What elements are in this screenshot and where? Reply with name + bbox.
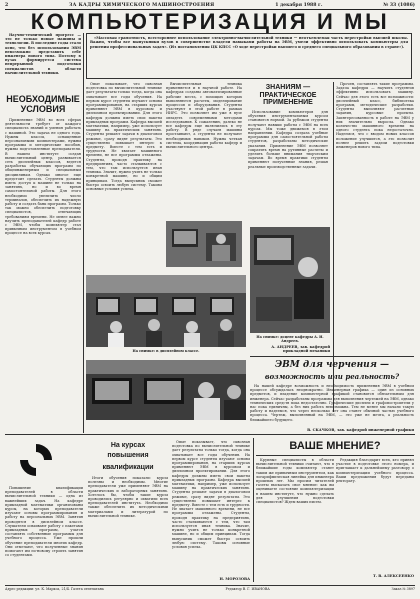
col4-body-text: Использование компьютеров для обучения инструментальным курсом становится нормой. За рубежом студенты получают навыки работы с ЭВМ на всех курсах. Мы тоже движемся в этом направлении. Кафедра создала учебные программы для самостоятельной работы студентов, разработаны методические указания. Применение ЭВМ позволяет сократить время на рутинные расчеты и уделить больше внимания творческим задачам. Во время практики студенты применяют полученные знания, решая реальные производственные задачи. [248, 110, 328, 169]
evm-headline: ЭВМ для черчения — [274, 360, 390, 370]
courses-body-right [88, 476, 168, 576]
footer-address: Адрес редакции: ул. К. Маркса, 21/4. Газета отпечатана [5, 587, 104, 591]
signature-right: А. АНДРЕЕВ, зав. кафедрой прикладной механики [271, 345, 330, 354]
col1-intro [5, 33, 81, 93]
col2-body-text: Опыт показывает, что сквозная подготовка по вычислительной технике дает результаты только тогда, когда она охватывает все годы обучения. На первом курсе студенты изучают основы программирования, на старших курсах применяют ЭВМ в курсовом и дипломном проектировании. Для этого кафедры должны иметь свои пакеты прикладных программ. Кафедра высшей математики, например, уже использует машину на практических занятиях. Студенты решают задачи в диалоговом режиме, сразу видят результаты. Это существенно повышает интерес к предмету. Вместе с тем есть и трудности. Не хватает машинного времени, не все программы отлажены. Студенты, проходя практику на предприятиях, часто сталкиваются с тем, что там используется иная техника. Значит, нужно учить не только конкретной машине, но и общим принципам. Тогда выпускник сможет быстро освоить любую систему. Таковы основные условия успеха. [86, 82, 162, 192]
courses-headline-2: повышения [107, 452, 149, 459]
computer-room-photo [86, 360, 246, 420]
col3-body-text: Вычислительная техника применяется и в научной работе. На кафедрах созданы автоматизированные рабочие места, с помощью которых выполняются расчеты, моделирование процессов и оборудования. Студенты участвуют в этой работе в рамках НИРС. Это позволяет им уже в вузе овладеть современными методами исследования. К сожалению, далеко не все кафедры еще включились в эту работу. В ряде случаев машины простаивают, а студенты не получают необходимых навыков. Нужна четкая система, координация работы кафедр и вычислительного центра. [166, 82, 242, 150]
courses-body-right-text: Итоги обучения показали: курсы полезны и необходимы. Многие преподаватели уже применяют ЭВМ на практических и лабораторных занятиях. Хотелось бы, чтобы такие курсы проводились регулярно и охватили всех преподавателей института. Необходимо также обеспечить их методическими материалами и литературой по вычислительной технике. [88, 476, 168, 518]
lead-quote-box [86, 33, 412, 79]
col1-body-text: Применение ЭВМ во всех сферах деятельности требует от каждого специалиста знаний и умения работать с машиной. Это задача не одного года. Нужны классы, оснащенные персональными компьютерами, нужны программы и методические пособия, нужны подготовленные преподаватели. В нашем институте создан вычислительный центр, развивается сеть дисплейных классов, ведется разработка обучающих программ по общеинженерным и специальным дисциплинам. Однако многое еще предстоит сделать. Студенты должны иметь доступ к машине не только на занятиях, но и во время самостоятельной работы. Для этого необходимо увеличить число терминалов, обеспечить их надежную работу и создать банк программ. Только так можно обеспечить подготовку специалистов, отвечающих требованиям времени. Не менее важно научить преподавателей кафедр работе с ЭВМ, чтобы компьютер стал привычным инструментом в учебном процессе на всех курсах. [5, 118, 81, 236]
docent-photo [250, 227, 330, 333]
col1-body [5, 118, 81, 410]
opinion-headline: ВАШЕ МНЕНИЕ? [289, 440, 381, 452]
masthead [5, 3, 415, 10]
footer-editor: Редактор В. Г. ИВАНОВА [225, 587, 270, 591]
evm-subheadline: возможность или реальность? [264, 372, 400, 381]
courses-signature: Н. МОРОЗОВА [219, 577, 250, 581]
display-class-photo [86, 275, 246, 347]
display-class-caption: На снимке: в дисплейном классе. [132, 349, 200, 353]
section-rule [5, 434, 415, 435]
col1-intro-text: Научно-технический прогресс — это не только новые машины и технологии. В последние годы стало ясно, что без использования ЭВМ невозможно представить себе инженера нового типа. Поэтому в вузах формируется система непрерывной подготовки специалистов в области вычислительной техники. [5, 33, 81, 75]
courses-headline-3: квалификации [102, 464, 154, 471]
opinion-body-right [336, 458, 414, 570]
page-title: КОМПЬЮТЕРИЗАЦИЯ И МЫ [30, 11, 390, 33]
opinion-body-right-text: Редакция благодарит всех, кто принял участие в подготовке этого номера, и приглашает к дальнейшему разговору о компьютеризации учебного процесса. Ваши предложения будут переданы ректорату. [336, 458, 414, 484]
col4-body [248, 110, 328, 222]
col4-headline: ЗНАНИЯМ — ПРАКТИЧЕСКОЕ ПРИМЕНЕНИЕ [259, 84, 317, 107]
issue-number: № 33 (1086) [383, 3, 415, 8]
courses-body-left [5, 486, 83, 582]
display-class-photo-image [86, 275, 246, 347]
opinion-body-text: Крупные специалисты в области вычислительной техники считают, что в ближайшие годы компьютер станет таким же привычным инструментом, как логарифмическая линейка для инженера прошлых лет. Мы просим читателей газеты высказать свое мнение: как вы оцениваете состояние компьютеризации в нашем институте, что нужно сделать для улучшения подготовки специалистов? Ждем ваших писем. [256, 458, 334, 505]
column-rule [83, 33, 84, 433]
lab-photo-small [166, 221, 242, 267]
evm-body-text: На нашей кафедре возможность и необходимость применения ЭВМ в учебном процессе обсуждалась неоднократно. Инженерная графика — один из основных предметов, и владение компьютерной графикой становится обязательным для инженера. Сейчас разработаны программы для выполнения чертежей на ЭВМ, однако технических средств пока недостаточно. Графические дисплеи и графопостроители у нас пока единичны, а без них работа невозможна. Тем не менее мы начали такую работу и надеемся, что через несколько лет она станет обычной частью учебного процесса. Чертеж, выполненный на ЭВМ, — это уже не мечта, а реальность ближайшего будущего. [250, 384, 414, 422]
spiral-logo-icon [16, 440, 56, 480]
courses-body-more [172, 440, 250, 576]
docent-photo-image [250, 227, 330, 333]
section-rule [256, 455, 414, 456]
lead-quote-text: «Массовая грамотность, всестороннее использование электронно-вычислительной техники — неотъемлемая часть перестройки высшей школы. Важно, чтобы все выпускники вузов в совершенстве владели навыками работы на ЭВМ, умели эффективно использовать компьютеры для решения профессиональных задач». (Из постановления ЦК КПСС «О ходе перестройки высшего и среднего специального образования в стране»). [90, 36, 408, 49]
computer-room-photo-image [86, 360, 246, 420]
col5-body-text: Прочен, составлять такие программы. Задача кафедры — научить студентов эффективно использовать машину. Сейчас для этого есть все возможности: дисплейный класс, библиотека программ, методические разработки. Студенты выполняют расчетные задания, курсовые проекты. Заинтересованность в работе на ЭВМ у них значительно выросла. Однако количество машинного времени на одного студента пока недостаточно. Надеемся, что с вводом новых классов положение улучшится, а это позволит полнее решить задачи подготовки инженеров нового типа. [336, 82, 414, 150]
page-number: 2 [5, 3, 9, 8]
evm-signature: В. СКАЧКОВ, зав. кафедрой инженерной графики [307, 428, 414, 432]
courses-body-more-text: Опыт показывает, что сквозная подготовка по вычислительной технике дает результаты только тогда, когда она охватывает все годы обучения. На первом курсе студенты изучают основы программирования, на старших курсах применяют ЭВМ в курсовом и дипломном проектировании. Для этого кафедры должны иметь свои пакеты прикладных программ. Кафедра высшей математики, например, уже использует машину на практических занятиях. Студенты решают задачи в диалоговом режиме, сразу видят результаты. Это существенно повышает интерес к предмету. Вместе с тем есть и трудности. Не хватает машинного времени, не все программы отлажены. Студенты, проходя практику на предприятиях, часто сталкиваются с тем, что там используется иная техника. Значит, нужно учить не только конкретной машине, но и общим принципам. Тогда выпускник сможет быстро освоить любую систему. Таковы основные условия успеха. [172, 440, 250, 550]
docent-caption: На снимке: доцент кафедры А. И. Андреев. [256, 335, 324, 343]
col1-headline: НЕОБХОДИМЫЕ УСЛОВИЯ [6, 94, 80, 114]
opinion-signature: Т. В. АЛЕКСЕЕНКО [373, 574, 414, 578]
column-rule [253, 438, 254, 582]
courses-body-left-text: Повышение квалификации преподавателей в области вычислительной техники — одна из важнейших задач. На кафедре прикладной математики организованы курсы, на которых преподаватели изучают основы программирования и работу на персональных ЭВМ. Занятия проводятся в дисплейном классе. Слушатели осваивают работу с пакетами прикладных программ, учатся составлять собственные программы для учебного процесса. Уже прошли обучение преподаватели многих кафедр. Они отмечают, что полученные знания помогают им по-новому строить занятия со студентами. [5, 486, 83, 558]
evm-body [250, 384, 414, 428]
section-rule [250, 356, 414, 357]
opinion-body [256, 458, 334, 578]
col3-body [166, 82, 242, 218]
paper-name: ЗА КАДРЫ ХИМИЧЕСКОГО МАШИНОСТРОЕНИЯ [69, 3, 215, 8]
footer-order: Заказ № 3897 [391, 587, 415, 591]
courses-headline-1: На курсах [110, 442, 146, 449]
footer [5, 585, 415, 591]
col2-body [86, 82, 162, 272]
issue-date: 1 декабря 1988 г. [275, 3, 323, 8]
lab-photo-small-image [166, 221, 242, 267]
